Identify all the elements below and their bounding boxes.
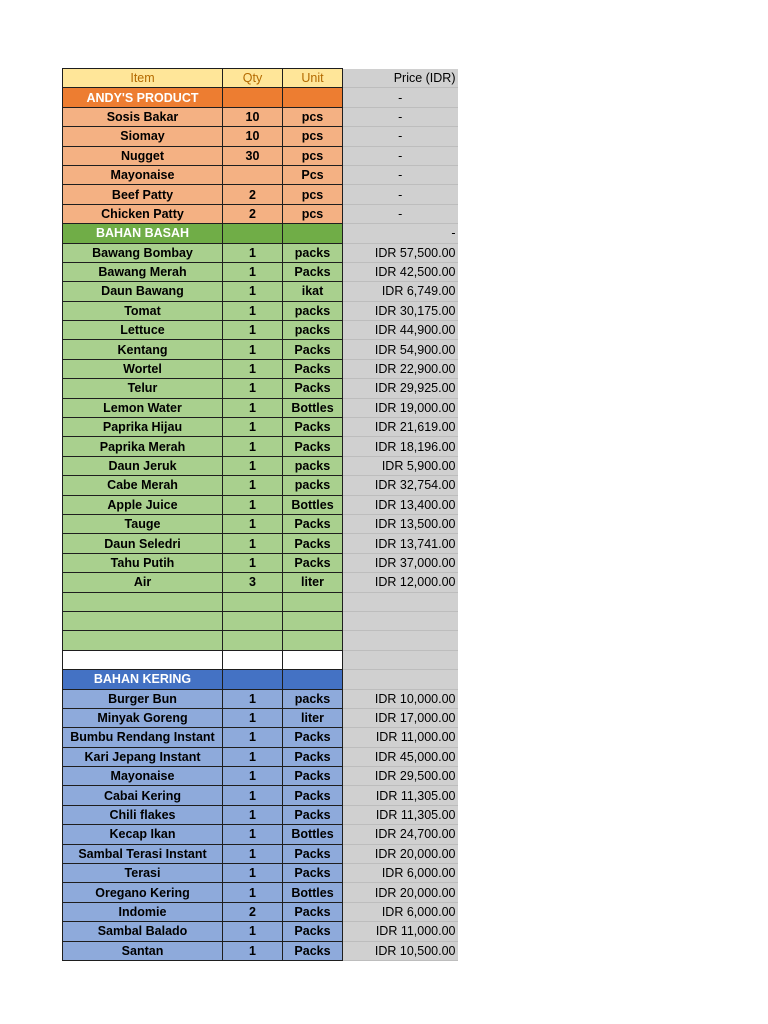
- section-unit-cell: [283, 670, 343, 689]
- price-cell: IDR 13,400.00: [343, 495, 458, 514]
- spacer-cell: [63, 650, 223, 669]
- spacer-cell: [343, 650, 458, 669]
- table-row: [63, 902, 458, 921]
- item-cell: [63, 592, 223, 611]
- price-cell: IDR 6,749.00: [343, 282, 458, 301]
- table-row: [63, 844, 458, 863]
- table-row: [63, 185, 458, 204]
- price-cell: IDR 19,000.00: [343, 398, 458, 417]
- item-cell: Daun Bawang: [63, 282, 223, 301]
- item-cell: Paprika Merah: [63, 437, 223, 456]
- price-cell: IDR 10,500.00: [343, 941, 458, 960]
- qty-cell: 1: [223, 708, 283, 727]
- table-row: [63, 418, 458, 437]
- section-unit-cell: [283, 88, 343, 107]
- qty-cell: 1: [223, 786, 283, 805]
- price-cell: IDR 45,000.00: [343, 747, 458, 766]
- unit-cell: packs: [283, 456, 343, 475]
- unit-cell: pcs: [283, 127, 343, 146]
- price-cell: IDR 13,741.00: [343, 534, 458, 553]
- item-cell: Tomat: [63, 301, 223, 320]
- qty-cell: 1: [223, 534, 283, 553]
- section-unit-cell: [283, 224, 343, 243]
- unit-cell: pcs: [283, 185, 343, 204]
- qty-cell: 1: [223, 456, 283, 475]
- item-cell: Chicken Patty: [63, 204, 223, 223]
- table-row: [63, 398, 458, 417]
- price-cell: IDR 11,000.00: [343, 922, 458, 941]
- qty-cell: 10: [223, 107, 283, 126]
- table-row: [63, 883, 458, 902]
- price-cell: IDR 20,000.00: [343, 844, 458, 863]
- unit-cell: Packs: [283, 805, 343, 824]
- price-cell: -: [343, 146, 458, 165]
- table-row: [63, 379, 458, 398]
- section-header-row: [63, 670, 458, 689]
- unit-cell: ikat: [283, 282, 343, 301]
- qty-cell: 1: [223, 262, 283, 281]
- price-cell: IDR 6,000.00: [343, 902, 458, 921]
- qty-cell: [223, 611, 283, 630]
- item-cell: Apple Juice: [63, 495, 223, 514]
- item-cell: Oregano Kering: [63, 883, 223, 902]
- item-cell: Nugget: [63, 146, 223, 165]
- qty-cell: 1: [223, 844, 283, 863]
- price-cell: IDR 22,900.00: [343, 359, 458, 378]
- price-cell: IDR 5,900.00: [343, 456, 458, 475]
- item-cell: Bawang Merah: [63, 262, 223, 281]
- table-row: [63, 767, 458, 786]
- price-cell: IDR 29,500.00: [343, 767, 458, 786]
- qty-cell: 1: [223, 941, 283, 960]
- item-cell: Chili flakes: [63, 805, 223, 824]
- price-cell: IDR 30,175.00: [343, 301, 458, 320]
- unit-cell: Bottles: [283, 825, 343, 844]
- price-cell: IDR 18,196.00: [343, 437, 458, 456]
- item-cell: Terasi: [63, 864, 223, 883]
- unit-cell: Packs: [283, 514, 343, 533]
- price-cell: IDR 20,000.00: [343, 883, 458, 902]
- qty-cell: 1: [223, 340, 283, 359]
- header-qty: Qty: [223, 69, 283, 88]
- qty-cell: 1: [223, 437, 283, 456]
- table-row: [63, 747, 458, 766]
- unit-cell: Packs: [283, 437, 343, 456]
- unit-cell: Packs: [283, 922, 343, 941]
- qty-cell: 10: [223, 127, 283, 146]
- unit-cell: packs: [283, 243, 343, 262]
- unit-cell: Packs: [283, 359, 343, 378]
- qty-cell: [223, 592, 283, 611]
- unit-cell: Bottles: [283, 883, 343, 902]
- table-row: [63, 786, 458, 805]
- price-cell: IDR 24,700.00: [343, 825, 458, 844]
- section-qty-cell: [223, 224, 283, 243]
- shopping-list-table: [62, 68, 458, 961]
- table-row: [63, 864, 458, 883]
- section-price-cell: -: [343, 88, 458, 107]
- unit-cell: Packs: [283, 864, 343, 883]
- price-cell: IDR 11,305.00: [343, 805, 458, 824]
- qty-cell: 2: [223, 185, 283, 204]
- section-title: ANDY'S PRODUCT: [63, 88, 223, 107]
- price-cell: IDR 29,925.00: [343, 379, 458, 398]
- item-cell: Air: [63, 573, 223, 592]
- table-row: [63, 805, 458, 824]
- unit-cell: Packs: [283, 844, 343, 863]
- item-cell: Daun Seledri: [63, 534, 223, 553]
- qty-cell: 1: [223, 747, 283, 766]
- price-cell: -: [343, 165, 458, 184]
- section-price-cell: [343, 670, 458, 689]
- table-row: [63, 340, 458, 359]
- table-row: [63, 243, 458, 262]
- item-cell: [63, 631, 223, 650]
- qty-cell: 1: [223, 767, 283, 786]
- unit-cell: Pcs: [283, 165, 343, 184]
- unit-cell: Packs: [283, 747, 343, 766]
- price-cell: IDR 11,000.00: [343, 728, 458, 747]
- unit-cell: Packs: [283, 534, 343, 553]
- unit-cell: Packs: [283, 262, 343, 281]
- item-cell: Cabai Kering: [63, 786, 223, 805]
- table-row: [63, 165, 458, 184]
- item-cell: Minyak Goreng: [63, 708, 223, 727]
- table-row: [63, 611, 458, 630]
- qty-cell: 1: [223, 359, 283, 378]
- price-cell: IDR 44,900.00: [343, 321, 458, 340]
- qty-cell: 1: [223, 476, 283, 495]
- unit-cell: Packs: [283, 786, 343, 805]
- item-cell: Bawang Bombay: [63, 243, 223, 262]
- unit-cell: packs: [283, 321, 343, 340]
- item-cell: Kari Jepang Instant: [63, 747, 223, 766]
- item-cell: Mayonaise: [63, 767, 223, 786]
- table-row: [63, 262, 458, 281]
- item-cell: Kentang: [63, 340, 223, 359]
- item-cell: [63, 611, 223, 630]
- qty-cell: 1: [223, 553, 283, 572]
- price-cell: IDR 13,500.00: [343, 514, 458, 533]
- price-cell: -: [343, 204, 458, 223]
- unit-cell: [283, 611, 343, 630]
- item-cell: Santan: [63, 941, 223, 960]
- header-row: [63, 69, 458, 88]
- qty-cell: [223, 165, 283, 184]
- price-cell: [343, 631, 458, 650]
- item-cell: Cabe Merah: [63, 476, 223, 495]
- table-row: [63, 573, 458, 592]
- item-cell: Sambal Balado: [63, 922, 223, 941]
- item-cell: Lemon Water: [63, 398, 223, 417]
- table-row: [63, 922, 458, 941]
- header-price: Price (IDR): [343, 69, 458, 88]
- price-cell: -: [343, 127, 458, 146]
- section-qty-cell: [223, 670, 283, 689]
- price-cell: IDR 10,000.00: [343, 689, 458, 708]
- unit-cell: [283, 592, 343, 611]
- unit-cell: [283, 631, 343, 650]
- table-row: [63, 321, 458, 340]
- item-cell: Bumbu Rendang Instant: [63, 728, 223, 747]
- qty-cell: 1: [223, 728, 283, 747]
- qty-cell: 1: [223, 243, 283, 262]
- qty-cell: 1: [223, 922, 283, 941]
- price-cell: IDR 57,500.00: [343, 243, 458, 262]
- price-cell: -: [343, 107, 458, 126]
- table-row: [63, 204, 458, 223]
- price-cell: IDR 6,000.00: [343, 864, 458, 883]
- table-row: [63, 476, 458, 495]
- table-row: [63, 708, 458, 727]
- table-row: [63, 359, 458, 378]
- section-title: BAHAN BASAH: [63, 224, 223, 243]
- unit-cell: packs: [283, 476, 343, 495]
- unit-cell: Packs: [283, 340, 343, 359]
- price-cell: IDR 32,754.00: [343, 476, 458, 495]
- item-cell: Lettuce: [63, 321, 223, 340]
- table-row: [63, 127, 458, 146]
- item-cell: Indomie: [63, 902, 223, 921]
- unit-cell: Packs: [283, 728, 343, 747]
- unit-cell: Packs: [283, 553, 343, 572]
- qty-cell: [223, 631, 283, 650]
- item-cell: Telur: [63, 379, 223, 398]
- section-header-row: [63, 224, 458, 243]
- qty-cell: 1: [223, 495, 283, 514]
- price-cell: IDR 11,305.00: [343, 786, 458, 805]
- qty-cell: 1: [223, 282, 283, 301]
- qty-cell: 2: [223, 902, 283, 921]
- item-cell: Paprika Hijau: [63, 418, 223, 437]
- table-row: [63, 301, 458, 320]
- qty-cell: 1: [223, 689, 283, 708]
- unit-cell: Packs: [283, 379, 343, 398]
- table-row: [63, 941, 458, 960]
- price-cell: -: [343, 185, 458, 204]
- section-price-cell: -: [343, 224, 458, 243]
- table-row: [63, 728, 458, 747]
- unit-cell: liter: [283, 708, 343, 727]
- price-cell: [343, 611, 458, 630]
- item-cell: Daun Jeruk: [63, 456, 223, 475]
- item-cell: Wortel: [63, 359, 223, 378]
- item-cell: Tauge: [63, 514, 223, 533]
- qty-cell: 30: [223, 146, 283, 165]
- qty-cell: 1: [223, 321, 283, 340]
- table-row: [63, 456, 458, 475]
- item-cell: Tahu Putih: [63, 553, 223, 572]
- section-header-row: [63, 88, 458, 107]
- item-cell: Mayonaise: [63, 165, 223, 184]
- item-cell: Sambal Terasi Instant: [63, 844, 223, 863]
- table-row: [63, 437, 458, 456]
- item-cell: Beef Patty: [63, 185, 223, 204]
- qty-cell: 2: [223, 204, 283, 223]
- unit-cell: packs: [283, 301, 343, 320]
- table-row: [63, 514, 458, 533]
- item-cell: Sosis Bakar: [63, 107, 223, 126]
- header-unit: Unit: [283, 69, 343, 88]
- qty-cell: 1: [223, 825, 283, 844]
- table-row: [63, 107, 458, 126]
- price-cell: IDR 21,619.00: [343, 418, 458, 437]
- item-cell: Burger Bun: [63, 689, 223, 708]
- spacer-cell: [223, 650, 283, 669]
- section-qty-cell: [223, 88, 283, 107]
- spacer-row: [63, 650, 458, 669]
- price-cell: [343, 592, 458, 611]
- table-row: [63, 534, 458, 553]
- price-cell: IDR 42,500.00: [343, 262, 458, 281]
- table-row: [63, 282, 458, 301]
- qty-cell: 1: [223, 379, 283, 398]
- price-cell: IDR 37,000.00: [343, 553, 458, 572]
- table-body: [63, 69, 458, 961]
- unit-cell: pcs: [283, 107, 343, 126]
- qty-cell: 1: [223, 883, 283, 902]
- qty-cell: 1: [223, 805, 283, 824]
- qty-cell: 3: [223, 573, 283, 592]
- item-cell: Kecap Ikan: [63, 825, 223, 844]
- unit-cell: pcs: [283, 146, 343, 165]
- qty-cell: 1: [223, 864, 283, 883]
- unit-cell: Packs: [283, 902, 343, 921]
- spacer-cell: [283, 650, 343, 669]
- table-row: [63, 825, 458, 844]
- table-row: [63, 553, 458, 572]
- qty-cell: 1: [223, 398, 283, 417]
- table-row: [63, 689, 458, 708]
- unit-cell: liter: [283, 573, 343, 592]
- unit-cell: Packs: [283, 418, 343, 437]
- unit-cell: Bottles: [283, 398, 343, 417]
- unit-cell: Packs: [283, 767, 343, 786]
- table-row: [63, 146, 458, 165]
- header-item: Item: [63, 69, 223, 88]
- price-cell: IDR 54,900.00: [343, 340, 458, 359]
- table-row: [63, 592, 458, 611]
- unit-cell: Packs: [283, 941, 343, 960]
- unit-cell: packs: [283, 689, 343, 708]
- price-cell: IDR 17,000.00: [343, 708, 458, 727]
- price-cell: IDR 12,000.00: [343, 573, 458, 592]
- qty-cell: 1: [223, 301, 283, 320]
- unit-cell: Bottles: [283, 495, 343, 514]
- unit-cell: pcs: [283, 204, 343, 223]
- table-row: [63, 495, 458, 514]
- item-cell: Siomay: [63, 127, 223, 146]
- qty-cell: 1: [223, 514, 283, 533]
- table-row: [63, 631, 458, 650]
- section-title: BAHAN KERING: [63, 670, 223, 689]
- qty-cell: 1: [223, 418, 283, 437]
